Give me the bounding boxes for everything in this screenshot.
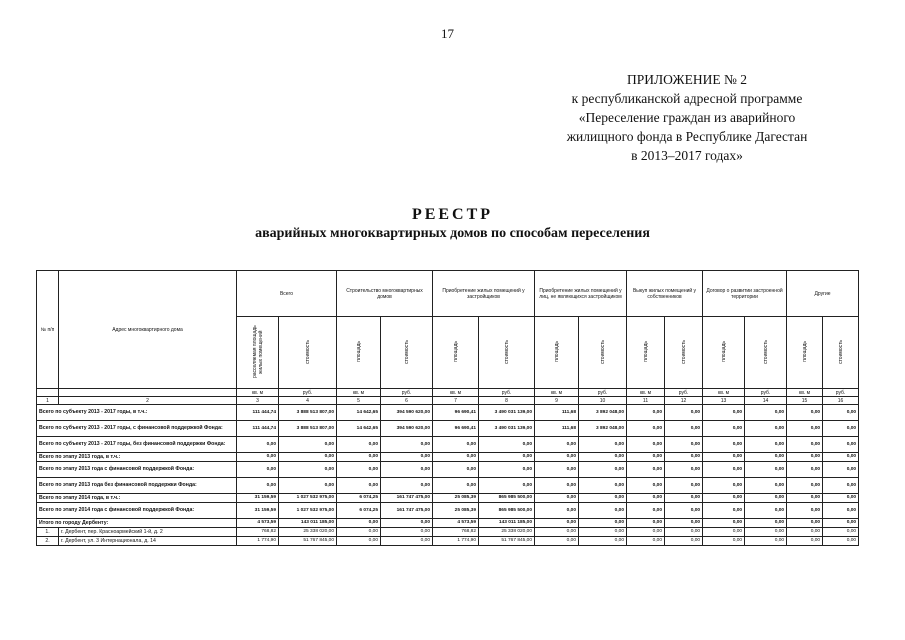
value-cell: 0,00 bbox=[665, 453, 703, 462]
value-cell: 0,00 bbox=[823, 462, 859, 478]
registry-table bbox=[36, 270, 859, 546]
subheader-area-label: площадь bbox=[801, 341, 808, 362]
unit-cell: кв. м bbox=[535, 389, 579, 397]
value-cell: 1 027 532 975,00 bbox=[279, 503, 337, 519]
row-label: Итого по городу Дербенту: bbox=[37, 519, 237, 528]
value-cell: 0,00 bbox=[627, 528, 665, 537]
subheader-area bbox=[433, 317, 479, 389]
group-header-buyout: Выкуп жилых помещений у собственников bbox=[627, 271, 703, 317]
value-cell: 0,00 bbox=[787, 519, 823, 528]
subheader-area bbox=[337, 317, 381, 389]
value-cell: 0,00 bbox=[703, 453, 745, 462]
table-row bbox=[37, 437, 859, 453]
value-cell: 0,00 bbox=[787, 462, 823, 478]
subheader-area bbox=[535, 317, 579, 389]
subheader-cost-label: стоимость bbox=[304, 339, 311, 364]
value-cell: 3 490 031 139,00 bbox=[479, 405, 535, 421]
value-cell: 14 642,65 bbox=[337, 421, 381, 437]
unit-cell: руб. bbox=[665, 389, 703, 397]
value-cell: 0,00 bbox=[823, 421, 859, 437]
unit-cell-empty bbox=[59, 389, 237, 397]
value-cell: 0,00 bbox=[627, 478, 665, 494]
row-label: Всего по субъекту 2013 - 2017 годы, в т.ч.: bbox=[37, 405, 237, 421]
value-cell: 0,00 bbox=[665, 405, 703, 421]
value-cell: 0,00 bbox=[237, 453, 279, 462]
row-address: г. Дербент, пер. Красноармейский 1-й, д. 2 bbox=[59, 528, 237, 537]
value-cell: 0,00 bbox=[823, 528, 859, 537]
value-cell: 0,00 bbox=[337, 519, 381, 528]
value-cell: 0,00 bbox=[337, 462, 381, 478]
column-number-cell: 7 bbox=[433, 397, 479, 405]
value-cell: 0,00 bbox=[237, 437, 279, 453]
value-cell: 143 011 185,00 bbox=[479, 519, 535, 528]
appendix-line-3: «Переселение граждан из аварийного bbox=[578, 110, 796, 125]
appendix-line-4: жилищного фонда в Республике Дагестан bbox=[566, 129, 808, 144]
value-cell: 0,00 bbox=[337, 478, 381, 494]
value-cell: 0,00 bbox=[535, 537, 579, 546]
value-cell: 0,00 bbox=[381, 462, 433, 478]
column-number-cell: 16 bbox=[823, 397, 859, 405]
value-cell: 0,00 bbox=[627, 494, 665, 503]
unit-cell: кв. м bbox=[787, 389, 823, 397]
column-number-cell: 4 bbox=[279, 397, 337, 405]
column-numbers-row bbox=[37, 397, 859, 405]
value-cell: 0,00 bbox=[433, 478, 479, 494]
value-cell: 0,00 bbox=[433, 437, 479, 453]
value-cell: 0,00 bbox=[745, 528, 787, 537]
appendix-line-5: в 2013–2017 годах» bbox=[631, 148, 743, 163]
value-cell: 0,00 bbox=[745, 494, 787, 503]
value-cell: 0,00 bbox=[627, 519, 665, 528]
value-cell: 0,00 bbox=[433, 462, 479, 478]
document-subtitle: аварийных многоквартирных домов по способам переселения bbox=[255, 226, 650, 241]
value-cell: 111 444,74 bbox=[237, 405, 279, 421]
value-cell: 0,00 bbox=[579, 437, 627, 453]
value-cell: 0,00 bbox=[703, 421, 745, 437]
table-row bbox=[37, 503, 859, 519]
value-cell: 0,00 bbox=[745, 421, 787, 437]
value-cell: 0,00 bbox=[787, 437, 823, 453]
subheader-cost-label: стоимость bbox=[837, 339, 844, 364]
subheader-area bbox=[787, 317, 823, 389]
table-row bbox=[37, 494, 859, 503]
value-cell: 25 085,39 bbox=[433, 503, 479, 519]
value-cell: 0,00 bbox=[381, 537, 433, 546]
value-cell: 0,00 bbox=[579, 453, 627, 462]
group-header-total: Всего bbox=[237, 271, 337, 317]
value-cell: 0,00 bbox=[627, 537, 665, 546]
subheader-cost bbox=[279, 317, 337, 389]
group-header-purchase-non-developers: Приобретение жилых помещений у лиц, не являющихся застройщиком bbox=[535, 271, 627, 317]
subheader-area-label: площадь bbox=[355, 341, 362, 362]
value-cell: 0,00 bbox=[787, 503, 823, 519]
unit-cell: кв. м bbox=[703, 389, 745, 397]
group-header-construction: Строительство многоквартирных домов bbox=[337, 271, 433, 317]
header-group-row bbox=[37, 271, 859, 317]
row-label: Всего по субъекту 2013 - 2017 годы, без финансовой поддержки Фонда: bbox=[37, 437, 237, 453]
column-number-cell: 3 bbox=[237, 397, 279, 405]
subheader-cost bbox=[381, 317, 433, 389]
value-cell: 0,00 bbox=[535, 503, 579, 519]
value-cell: 0,00 bbox=[823, 405, 859, 421]
value-cell: 0,00 bbox=[627, 405, 665, 421]
value-cell: 1 027 532 975,00 bbox=[279, 494, 337, 503]
row-number: 2. bbox=[37, 537, 59, 546]
subheader-cost bbox=[479, 317, 535, 389]
column-number-cell: 5 bbox=[337, 397, 381, 405]
value-cell: 0,00 bbox=[823, 478, 859, 494]
row-number: 1. bbox=[37, 528, 59, 537]
value-cell: 1 774,90 bbox=[433, 537, 479, 546]
document-title: РЕЕСТР bbox=[411, 206, 494, 223]
value-cell: 865 985 500,00 bbox=[479, 494, 535, 503]
value-cell: 1 774,90 bbox=[237, 537, 279, 546]
subheader-area-label: площадь bbox=[553, 341, 560, 362]
value-cell: 0,00 bbox=[627, 437, 665, 453]
value-cell: 0,00 bbox=[665, 462, 703, 478]
value-cell: 0,00 bbox=[627, 453, 665, 462]
value-cell: 394 590 620,00 bbox=[381, 421, 433, 437]
appendix-line-1: ПРИЛОЖЕНИЕ № 2 bbox=[626, 72, 748, 87]
value-cell: 111,68 bbox=[535, 405, 579, 421]
subheader-area bbox=[703, 317, 745, 389]
row-address: г. Дербент, ул. 3 Интернационала, д. 14 bbox=[59, 537, 237, 546]
value-cell: 3 888 513 807,00 bbox=[279, 421, 337, 437]
value-cell: 0,00 bbox=[665, 421, 703, 437]
value-cell: 51 767 845,00 bbox=[279, 537, 337, 546]
value-cell: 0,00 bbox=[823, 503, 859, 519]
unit-cell: руб. bbox=[745, 389, 787, 397]
row-label: Всего по субъекту 2013 - 2017 годы, с финансовой поддержкой Фонда: bbox=[37, 421, 237, 437]
value-cell: 0,00 bbox=[787, 537, 823, 546]
unit-cell: руб. bbox=[479, 389, 535, 397]
col-header-address: Адрес многоквартирного дома bbox=[59, 271, 237, 389]
value-cell: 0,00 bbox=[787, 478, 823, 494]
value-cell: 51 767 845,00 bbox=[479, 537, 535, 546]
value-cell: 0,00 bbox=[703, 437, 745, 453]
value-cell: 25 085,39 bbox=[433, 494, 479, 503]
value-cell: 0,00 bbox=[279, 462, 337, 478]
group-header-other: Другие bbox=[787, 271, 859, 317]
value-cell: 0,00 bbox=[787, 453, 823, 462]
value-cell: 161 747 475,00 bbox=[381, 494, 433, 503]
value-cell: 0,00 bbox=[535, 453, 579, 462]
unit-cell: кв. м bbox=[337, 389, 381, 397]
value-cell: 0,00 bbox=[535, 528, 579, 537]
value-cell: 0,00 bbox=[745, 405, 787, 421]
table-row bbox=[37, 453, 859, 462]
value-cell: 143 011 185,00 bbox=[279, 519, 337, 528]
subheader-cost-label: стоимость bbox=[599, 339, 606, 364]
value-cell: 768,82 bbox=[433, 528, 479, 537]
row-label: Всего по этапу 2013 года без финансовой поддержки Фонда: bbox=[37, 478, 237, 494]
value-cell: 0,00 bbox=[337, 453, 381, 462]
subheader-cost-label: стоимость bbox=[680, 339, 687, 364]
value-cell: 0,00 bbox=[665, 537, 703, 546]
value-cell: 0,00 bbox=[665, 519, 703, 528]
unit-cell: кв. м bbox=[433, 389, 479, 397]
value-cell: 0,00 bbox=[237, 478, 279, 494]
value-cell: 31 159,59 bbox=[237, 494, 279, 503]
table-row bbox=[37, 528, 859, 537]
column-number-cell: 6 bbox=[381, 397, 433, 405]
value-cell: 0,00 bbox=[665, 503, 703, 519]
column-number-cell: 12 bbox=[665, 397, 703, 405]
value-cell: 111 444,74 bbox=[237, 421, 279, 437]
value-cell: 0,00 bbox=[535, 437, 579, 453]
value-cell: 0,00 bbox=[381, 453, 433, 462]
value-cell: 0,00 bbox=[579, 494, 627, 503]
value-cell: 0,00 bbox=[745, 503, 787, 519]
value-cell: 0,00 bbox=[745, 478, 787, 494]
value-cell: 0,00 bbox=[279, 437, 337, 453]
subheader-cost bbox=[665, 317, 703, 389]
value-cell: 0,00 bbox=[703, 503, 745, 519]
value-cell: 0,00 bbox=[279, 453, 337, 462]
value-cell: 0,00 bbox=[535, 478, 579, 494]
table-row bbox=[37, 537, 859, 546]
column-number-cell: 2 bbox=[59, 397, 237, 405]
subheader-cost bbox=[823, 317, 859, 389]
value-cell: 865 985 500,00 bbox=[479, 503, 535, 519]
value-cell: 6 074,25 bbox=[337, 503, 381, 519]
unit-cell: руб. bbox=[279, 389, 337, 397]
value-cell: 0,00 bbox=[381, 478, 433, 494]
value-cell: 0,00 bbox=[745, 537, 787, 546]
subheader-cost-label: стоимость bbox=[503, 339, 510, 364]
units-row bbox=[37, 389, 859, 397]
table-row bbox=[37, 519, 859, 528]
value-cell: 0,00 bbox=[787, 528, 823, 537]
value-cell: 3 888 513 807,00 bbox=[279, 405, 337, 421]
value-cell: 0,00 bbox=[703, 494, 745, 503]
value-cell: 0,00 bbox=[279, 478, 337, 494]
value-cell: 0,00 bbox=[745, 462, 787, 478]
subheader-cost-label: стоимость bbox=[403, 339, 410, 364]
col-header-np: № п/п bbox=[37, 271, 59, 389]
value-cell: 0,00 bbox=[745, 453, 787, 462]
subheader-area-label: площадь bbox=[452, 341, 459, 362]
value-cell: 0,00 bbox=[337, 437, 381, 453]
column-number-cell: 11 bbox=[627, 397, 665, 405]
value-cell: 25 338 020,00 bbox=[479, 528, 535, 537]
value-cell: 768,82 bbox=[237, 528, 279, 537]
unit-cell: руб. bbox=[579, 389, 627, 397]
value-cell: 0,00 bbox=[237, 462, 279, 478]
value-cell: 6 074,25 bbox=[337, 494, 381, 503]
value-cell: 0,00 bbox=[579, 462, 627, 478]
value-cell: 0,00 bbox=[579, 503, 627, 519]
subheader-cost bbox=[579, 317, 627, 389]
value-cell: 0,00 bbox=[535, 462, 579, 478]
value-cell: 0,00 bbox=[579, 478, 627, 494]
value-cell: 0,00 bbox=[787, 421, 823, 437]
column-number-cell: 1 bbox=[37, 397, 59, 405]
appendix-line-2: к республиканской адресной программе bbox=[571, 91, 803, 106]
column-number-cell: 9 bbox=[535, 397, 579, 405]
value-cell: 0,00 bbox=[703, 537, 745, 546]
page-number: 17 bbox=[441, 26, 454, 41]
value-cell: 394 590 620,00 bbox=[381, 405, 433, 421]
unit-cell: кв. м bbox=[627, 389, 665, 397]
table-row bbox=[37, 462, 859, 478]
group-header-purchase-developers: Приобретение жилых помещений у застройщиков bbox=[433, 271, 535, 317]
column-number-cell: 15 bbox=[787, 397, 823, 405]
row-label: Всего по этапу 2013 года с финансовой поддержкой Фонда: bbox=[37, 462, 237, 478]
value-cell: 0,00 bbox=[381, 528, 433, 537]
value-cell: 0,00 bbox=[433, 453, 479, 462]
value-cell: 0,00 bbox=[703, 519, 745, 528]
value-cell: 0,00 bbox=[745, 519, 787, 528]
value-cell: 96 690,41 bbox=[433, 405, 479, 421]
value-cell: 0,00 bbox=[579, 528, 627, 537]
row-label: Всего по этапу 2014 года, в т.ч.: bbox=[37, 494, 237, 503]
appendix-header bbox=[522, 70, 852, 165]
subheader-area bbox=[627, 317, 665, 389]
column-number-cell: 14 bbox=[745, 397, 787, 405]
value-cell: 0,00 bbox=[745, 437, 787, 453]
subheader-area-label: площадь bbox=[720, 341, 727, 362]
value-cell: 0,00 bbox=[787, 405, 823, 421]
column-number-cell: 10 bbox=[579, 397, 627, 405]
value-cell: 0,00 bbox=[535, 519, 579, 528]
value-cell: 0,00 bbox=[337, 537, 381, 546]
value-cell: 0,00 bbox=[823, 537, 859, 546]
value-cell: 0,00 bbox=[337, 528, 381, 537]
value-cell: 96 690,41 bbox=[433, 421, 479, 437]
subheader-area-label: расселяемая площадь жилых помещений bbox=[251, 325, 264, 378]
value-cell: 4 573,59 bbox=[433, 519, 479, 528]
value-cell: 31 159,59 bbox=[237, 503, 279, 519]
value-cell: 0,00 bbox=[823, 519, 859, 528]
value-cell: 0,00 bbox=[381, 519, 433, 528]
unit-cell: руб. bbox=[823, 389, 859, 397]
table-row bbox=[37, 478, 859, 494]
subheader-cost-label: стоимость bbox=[762, 339, 769, 364]
value-cell: 0,00 bbox=[703, 528, 745, 537]
value-cell: 0,00 bbox=[627, 421, 665, 437]
table-row bbox=[37, 421, 859, 437]
value-cell: 3 892 048,00 bbox=[579, 405, 627, 421]
value-cell: 0,00 bbox=[627, 462, 665, 478]
column-number-cell: 8 bbox=[479, 397, 535, 405]
value-cell: 3 490 031 139,00 bbox=[479, 421, 535, 437]
value-cell: 0,00 bbox=[823, 437, 859, 453]
subheader-cost bbox=[745, 317, 787, 389]
value-cell: 161 747 475,00 bbox=[381, 503, 433, 519]
value-cell: 0,00 bbox=[665, 437, 703, 453]
value-cell: 0,00 bbox=[703, 462, 745, 478]
row-label: Всего по этапу 2014 года с финансовой поддержкой Фонда: bbox=[37, 503, 237, 519]
group-header-development-agreement: Договор о развитии застроенной территории bbox=[703, 271, 787, 317]
value-cell: 0,00 bbox=[479, 437, 535, 453]
value-cell: 111,68 bbox=[535, 421, 579, 437]
value-cell: 0,00 bbox=[703, 405, 745, 421]
value-cell: 0,00 bbox=[479, 478, 535, 494]
value-cell: 3 892 048,00 bbox=[579, 421, 627, 437]
value-cell: 14 642,65 bbox=[337, 405, 381, 421]
value-cell: 0,00 bbox=[381, 437, 433, 453]
unit-cell: руб. bbox=[381, 389, 433, 397]
row-label: Всего по этапу 2013 года, в т.ч.: bbox=[37, 453, 237, 462]
subheader-area bbox=[237, 317, 279, 389]
unit-cell: кв. м bbox=[237, 389, 279, 397]
value-cell: 0,00 bbox=[823, 494, 859, 503]
column-number-cell: 13 bbox=[703, 397, 745, 405]
value-cell: 0,00 bbox=[665, 494, 703, 503]
value-cell: 4 573,59 bbox=[237, 519, 279, 528]
value-cell: 0,00 bbox=[627, 503, 665, 519]
value-cell: 0,00 bbox=[579, 519, 627, 528]
value-cell: 25 338 020,00 bbox=[279, 528, 337, 537]
value-cell: 0,00 bbox=[703, 478, 745, 494]
table-row bbox=[37, 405, 859, 421]
value-cell: 0,00 bbox=[579, 537, 627, 546]
value-cell: 0,00 bbox=[665, 478, 703, 494]
value-cell: 0,00 bbox=[665, 528, 703, 537]
value-cell: 0,00 bbox=[535, 494, 579, 503]
value-cell: 0,00 bbox=[787, 494, 823, 503]
value-cell: 0,00 bbox=[479, 462, 535, 478]
value-cell: 0,00 bbox=[479, 453, 535, 462]
unit-cell-empty bbox=[37, 389, 59, 397]
value-cell: 0,00 bbox=[823, 453, 859, 462]
subheader-area-label: площадь bbox=[642, 341, 649, 362]
